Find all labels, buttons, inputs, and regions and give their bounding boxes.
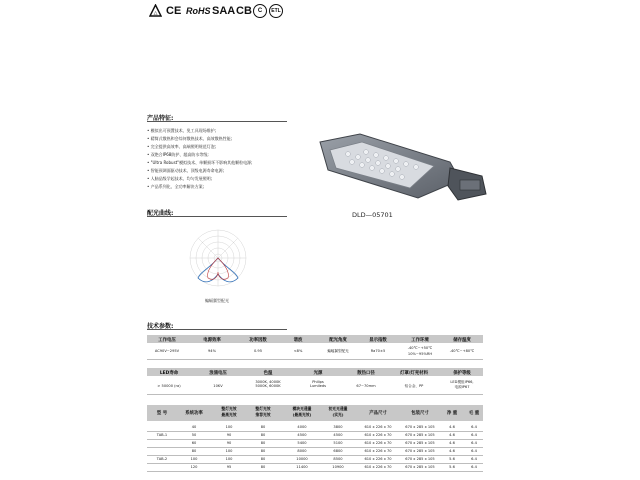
- table1-header: 工作环境: [411, 338, 429, 343]
- tech-rule: [147, 329, 287, 330]
- cert-ce: CE: [166, 5, 182, 17]
- etl-mark-icon: ETL: [269, 4, 283, 18]
- table3-cell: 610 x 226 x 70: [364, 433, 392, 437]
- table1-value: AC90V~295V: [154, 349, 180, 353]
- table3-cell: 5400: [297, 441, 307, 445]
- table3-cell: 50: [191, 433, 197, 437]
- table3-cell: 6.4: [471, 465, 477, 469]
- table3-cell: 95: [226, 465, 232, 469]
- table3-cell: 80: [260, 441, 266, 445]
- table3-cell: 40: [191, 425, 197, 429]
- cert-rohs: RoHS: [186, 6, 211, 16]
- table3-cell: 610 x 226 x 70: [364, 449, 392, 453]
- table3-header: 模块光通量 (最高光效): [292, 406, 312, 417]
- table2-value: 铝合金、PP: [404, 384, 424, 388]
- table1-bottom-line: [147, 359, 483, 360]
- table3-cell: 80: [260, 465, 266, 469]
- table3-header: 型 号: [156, 411, 168, 416]
- table2-header: 散热口径: [357, 371, 375, 376]
- table3-cell: 5.6: [449, 457, 455, 461]
- feature-item: • 产品系列化、全功率解决方案;: [147, 184, 204, 190]
- table3-cell: 60: [191, 441, 197, 445]
- table3-cell: 6.4: [471, 425, 477, 429]
- table1-header: 电源效率: [203, 338, 221, 343]
- feature-item: • 模拟出可预置技术、免工具现场维护;: [147, 128, 216, 134]
- table1-value: 94%: [208, 349, 216, 353]
- table3-cell: 100: [225, 425, 233, 429]
- table1-value-sub: 10%~95%RH: [407, 352, 433, 356]
- c-mark-icon: C: [253, 4, 267, 18]
- table1-header: 储存温度: [453, 338, 471, 343]
- feature-item: • 智能预调面驱动技术、顶级电源寿命电源;: [147, 168, 224, 174]
- table3-cell: 10000: [296, 457, 308, 461]
- table1-value: 0.95: [253, 349, 262, 353]
- table3-cell: 670 x 285 x 105: [405, 433, 435, 437]
- table2-value: 67~70mm: [356, 384, 376, 388]
- table1-header: 功率因数: [249, 338, 267, 343]
- table3-cell: 80: [260, 449, 266, 453]
- table1-value: -40℃~+80℃: [449, 349, 475, 353]
- table2-header: 灯罩/灯壳材料: [400, 371, 428, 376]
- triangle-mark-icon: [149, 4, 162, 18]
- table2-bottom-line: [147, 394, 483, 395]
- table1-value: <8%: [293, 349, 303, 353]
- table3-cell: 670 x 285 x 105: [405, 425, 435, 429]
- svg-text:△: △: [153, 10, 158, 17]
- polar-diagram: [188, 228, 248, 288]
- table3-cell: 610 x 226 x 70: [364, 441, 392, 445]
- table3-header: 系统功率: [185, 411, 203, 416]
- table2-value: 10KV: [213, 384, 223, 388]
- table3-header: 整灯光效 最高光效: [221, 406, 237, 417]
- table3-cell: 5100: [333, 441, 343, 445]
- table2-header: 色温: [263, 371, 273, 376]
- polar-caption: 蝙蝠翼型配光: [205, 298, 229, 303]
- table2-value: LED模组IP66, 电源IP67: [450, 380, 474, 389]
- table3-cell: 4.6: [449, 449, 455, 453]
- table1-header: 配光角度: [329, 338, 347, 343]
- table3-header: 净 重: [446, 411, 458, 416]
- table2-value: > 50000 (ra): [157, 384, 181, 388]
- table2-value: 3000K, 4000K 5000K, 6000K: [255, 380, 281, 388]
- light-curve-rule: [147, 216, 287, 217]
- features-title: 产品特征:: [147, 115, 174, 122]
- table3-header: 产品尺寸: [369, 411, 387, 416]
- table2-header: 保护等级: [453, 371, 471, 376]
- table3-cell: 3800: [333, 425, 343, 429]
- table3-cell: 5.6: [449, 465, 455, 469]
- table1-value: Ra70±5: [370, 349, 386, 353]
- table3-cell: 4000: [297, 425, 307, 429]
- light-curve-title: 配光曲线:: [147, 210, 174, 217]
- table3-cell: 120: [190, 465, 198, 469]
- features-rule: [147, 121, 287, 122]
- feature-item: • 人脑品级学起技术、均匀发展照明;: [147, 176, 212, 182]
- table3-cell: 80: [260, 457, 266, 461]
- table3-cell: 4500: [297, 433, 307, 437]
- table3-row-line: [147, 431, 483, 432]
- table3-row-line: [147, 447, 483, 448]
- table3-cell: 6.4: [471, 433, 477, 437]
- model-cell: TAB-2: [156, 457, 168, 461]
- table3-header: 整灯光效 推荐光效: [255, 406, 271, 417]
- table3-cell: 80: [260, 433, 266, 437]
- table3-row-line: [147, 455, 483, 456]
- table3-cell: 670 x 285 x 105: [405, 457, 435, 461]
- cert-saa: SAA: [212, 5, 236, 17]
- table3-cell: 4.6: [449, 425, 455, 429]
- feature-item: • "Ultra Robust"模拟技术、单颗损坏不影响其他颗粒电源;: [147, 160, 252, 166]
- table1-header: 工作电压: [158, 338, 176, 343]
- feature-item: • 双绝合IP68防护、超高防水等级;: [147, 152, 209, 158]
- table2-header: LED寿命: [159, 371, 179, 376]
- cert-cb: CB: [236, 5, 252, 17]
- table3-cell: 610 x 226 x 70: [364, 457, 392, 461]
- table3-cell: 100: [225, 457, 233, 461]
- table2-header: 光源: [313, 371, 323, 376]
- table3-cell: 4.6: [449, 433, 455, 437]
- feature-item: • 完全提供高效率、高端照明规范灯泡;: [147, 144, 216, 150]
- table3-row-line: [147, 463, 483, 464]
- table3-cell: 80: [191, 449, 197, 453]
- table3-cell: 670 x 285 x 105: [405, 441, 435, 445]
- table3-cell: 100: [190, 457, 198, 461]
- table3-cell: 6.4: [471, 457, 477, 461]
- table3-cell: 8000: [297, 449, 307, 453]
- table1-value: -40℃~+50℃: [407, 346, 433, 350]
- table1-header: 谐波: [293, 338, 303, 343]
- table3-row-line: [147, 471, 483, 472]
- table3-cell: 11400: [296, 465, 308, 469]
- table3-cell: 80: [260, 425, 266, 429]
- table1-value: 蝙蝠翼型配光: [327, 349, 349, 353]
- table3-cell: 6800: [333, 449, 343, 453]
- table3-cell: 4500: [333, 433, 343, 437]
- table3-cell: 90: [226, 441, 232, 445]
- table3-cell: 100: [225, 449, 233, 453]
- table3-cell: 10900: [332, 465, 344, 469]
- table3-cell: 670 x 285 x 105: [405, 465, 435, 469]
- product-caption: DLD—05701: [352, 211, 393, 219]
- table3-cell: 6.4: [471, 449, 477, 453]
- table3-cell: 6.4: [471, 441, 477, 445]
- table3-header: 初光光通量 (实光): [328, 406, 348, 417]
- table3-header: 包装尺寸: [411, 411, 429, 416]
- table3-cell: 8500: [333, 457, 343, 461]
- table3-cell: 90: [226, 433, 232, 437]
- street-light-image: [300, 128, 500, 218]
- table3-row-line: [147, 439, 483, 440]
- table3-header: 毛 重: [468, 411, 480, 416]
- table2-value: Philips Lumileds: [309, 380, 327, 388]
- table3-cell: 610 x 226 x 70: [364, 425, 392, 429]
- table3-cell: 670 x 285 x 105: [405, 449, 435, 453]
- tech-title: 技术参数:: [147, 323, 174, 330]
- table1-header: 显示指数: [369, 338, 387, 343]
- feature-item: • 精简式散热和会综何散热技术、高效散热性能;: [147, 136, 232, 142]
- table3-cell: 610 x 226 x 70: [364, 465, 392, 469]
- table2-header: 浪涌电压: [209, 371, 227, 376]
- model-cell: TAB-1: [156, 433, 168, 437]
- table3-cell: 4.6: [449, 441, 455, 445]
